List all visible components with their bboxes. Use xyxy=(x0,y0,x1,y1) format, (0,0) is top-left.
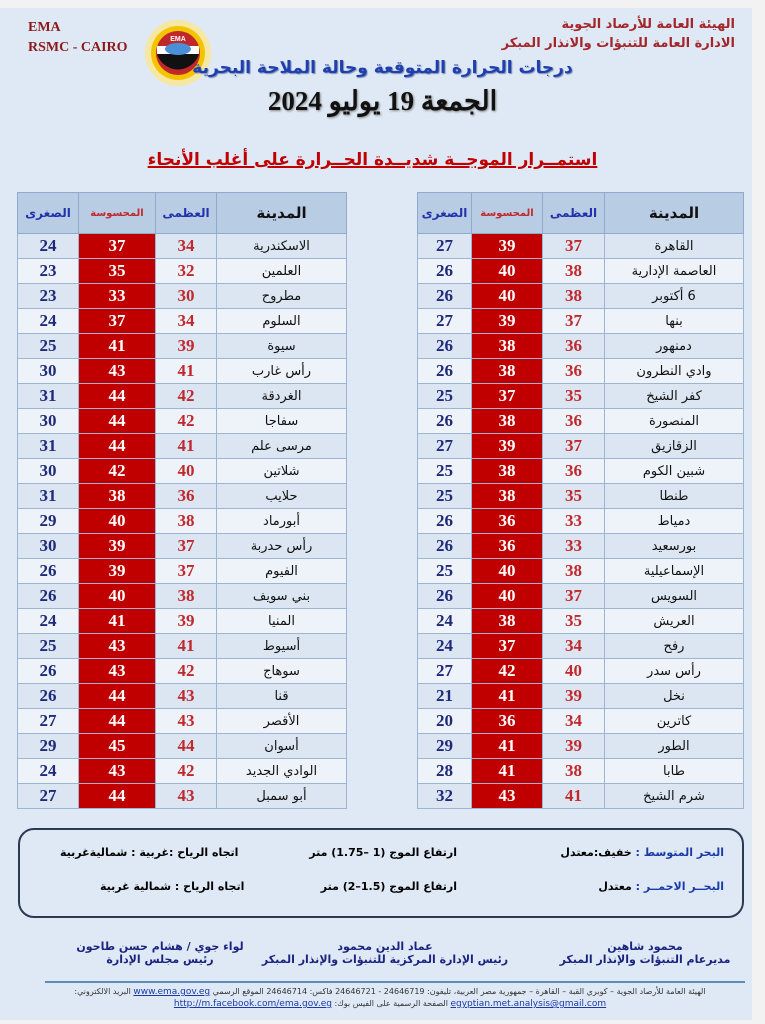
city-name: أسيوط xyxy=(217,634,347,659)
min-temp: 26 xyxy=(418,409,472,434)
city-name: حلايب xyxy=(217,484,347,509)
min-temp: 29 xyxy=(18,734,79,759)
min-temp: 24 xyxy=(18,759,79,784)
max-temp: 34 xyxy=(156,309,217,334)
min-temp: 23 xyxy=(18,284,79,309)
feels-temp: 38 xyxy=(472,459,543,484)
city-name: قنا xyxy=(217,684,347,709)
feels-temp: 39 xyxy=(472,309,543,334)
city-row xyxy=(18,609,347,634)
max-temp: 34 xyxy=(543,709,605,734)
feels-temp: 39 xyxy=(472,434,543,459)
max-temp: 40 xyxy=(543,659,605,684)
max-temp: 33 xyxy=(543,509,605,534)
min-temp: 26 xyxy=(418,284,472,309)
max-temp: 36 xyxy=(543,359,605,384)
feels-temp: 37 xyxy=(79,309,156,334)
city-row xyxy=(18,509,347,534)
max-temp: 33 xyxy=(543,534,605,559)
feels-temp: 43 xyxy=(79,359,156,384)
feels-temp: 38 xyxy=(79,484,156,509)
max-temp: 41 xyxy=(156,359,217,384)
footer-contact xyxy=(40,986,740,1010)
sea-conditions-box xyxy=(18,828,744,918)
max-temp: 34 xyxy=(156,234,217,259)
max-temp: 43 xyxy=(156,684,217,709)
max-temp: 39 xyxy=(543,684,605,709)
city-name: مرسى علم xyxy=(217,434,347,459)
city-name: نخل xyxy=(605,684,744,709)
feels-temp: 37 xyxy=(472,384,543,409)
min-temp: 27 xyxy=(418,309,472,334)
city-row xyxy=(418,584,744,609)
max-temp: 32 xyxy=(156,259,217,284)
feels-temp: 40 xyxy=(79,509,156,534)
signature-title: رئيس مجلس الإدارة xyxy=(106,953,214,966)
city-name: أسوان xyxy=(217,734,347,759)
min-temp: 26 xyxy=(418,334,472,359)
min-temp: 27 xyxy=(18,709,79,734)
city-row xyxy=(18,734,347,759)
facebook-link[interactable]: http://m.facebook.com/ema.gov.eg xyxy=(173,999,332,1009)
city-row xyxy=(418,459,744,484)
city-row xyxy=(18,309,347,334)
footer-divider xyxy=(45,981,745,983)
feels-temp: 38 xyxy=(472,484,543,509)
feels-temp: 39 xyxy=(79,559,156,584)
city-row xyxy=(418,659,744,684)
col-feels: المحسوسة xyxy=(472,193,543,234)
city-name: رأس غارب xyxy=(217,359,347,384)
red-sea-label-wrap xyxy=(598,880,724,893)
max-temp: 30 xyxy=(156,284,217,309)
city-name: رفح xyxy=(605,634,744,659)
min-temp: 25 xyxy=(418,559,472,584)
med-sea-wind: اتجاه الرياح :غربية : شماليةغربية xyxy=(60,846,239,859)
city-row xyxy=(18,584,347,609)
city-name: الطور xyxy=(605,734,744,759)
city-name: السويس xyxy=(605,584,744,609)
bulletin-date: الجمعة 19 يوليو 2024 xyxy=(267,86,498,116)
col-feels: المحسوسة xyxy=(79,193,156,234)
min-temp: 29 xyxy=(418,734,472,759)
temperature-table-right xyxy=(417,192,744,809)
max-temp: 36 xyxy=(543,459,605,484)
min-temp: 30 xyxy=(18,459,79,484)
city-name: وادي النطرون xyxy=(605,359,744,384)
city-name: المنيا xyxy=(217,609,347,634)
city-row xyxy=(18,284,347,309)
max-temp: 40 xyxy=(156,459,217,484)
max-temp: 36 xyxy=(543,409,605,434)
headline: استمــرار الموجــة شديــدة الحــرارة على أغلب الأنحاء xyxy=(147,150,598,170)
city-name: سفاجا xyxy=(217,409,347,434)
signature-3 xyxy=(70,940,250,966)
max-temp: 39 xyxy=(156,609,217,634)
col-min: الصغرى xyxy=(18,193,79,234)
city-row xyxy=(18,384,347,409)
col-max: العظمى xyxy=(156,193,217,234)
min-temp: 30 xyxy=(18,359,79,384)
max-temp: 36 xyxy=(156,484,217,509)
med-sea-label: البحر المتوسط : xyxy=(635,846,724,859)
max-temp: 39 xyxy=(156,334,217,359)
city-row xyxy=(418,509,744,534)
feels-temp: 44 xyxy=(79,684,156,709)
med-sea-label-wrap xyxy=(560,846,724,859)
city-name: كاترين xyxy=(605,709,744,734)
feels-temp: 33 xyxy=(79,284,156,309)
temperature-table-left xyxy=(17,192,347,809)
max-temp: 38 xyxy=(156,584,217,609)
feels-temp: 44 xyxy=(79,434,156,459)
max-temp: 37 xyxy=(543,584,605,609)
max-temp: 42 xyxy=(156,759,217,784)
min-temp: 25 xyxy=(18,334,79,359)
max-temp: 42 xyxy=(156,409,217,434)
city-row xyxy=(418,534,744,559)
min-temp: 31 xyxy=(18,434,79,459)
min-temp: 24 xyxy=(418,609,472,634)
city-row xyxy=(18,484,347,509)
city-row xyxy=(18,559,347,584)
signature-title: رئيس الإدارة المركزية للتنبؤات والإنذار المبكر xyxy=(261,953,509,966)
feels-temp: 41 xyxy=(79,609,156,634)
col-max: العظمى xyxy=(543,193,605,234)
city-name: سوهاج xyxy=(217,659,347,684)
min-temp: 25 xyxy=(418,484,472,509)
city-row xyxy=(418,684,744,709)
feels-temp: 43 xyxy=(79,634,156,659)
col-min: الصغرى xyxy=(418,193,472,234)
city-name: السلوم xyxy=(217,309,347,334)
city-name: دمياط xyxy=(605,509,744,534)
feels-temp: 40 xyxy=(472,559,543,584)
city-row xyxy=(418,634,744,659)
city-row xyxy=(418,309,744,334)
min-temp: 25 xyxy=(418,384,472,409)
max-temp: 35 xyxy=(543,484,605,509)
feels-temp: 39 xyxy=(79,534,156,559)
max-temp: 34 xyxy=(543,634,605,659)
max-temp: 38 xyxy=(156,509,217,534)
feels-temp: 41 xyxy=(79,334,156,359)
max-temp: 42 xyxy=(156,659,217,684)
city-row xyxy=(18,409,347,434)
min-temp: 25 xyxy=(18,634,79,659)
feels-temp: 40 xyxy=(472,284,543,309)
city-row xyxy=(18,334,347,359)
city-row xyxy=(18,784,347,809)
city-name: شرم الشيخ xyxy=(605,784,744,809)
signature-2 xyxy=(250,940,520,966)
max-temp: 35 xyxy=(543,384,605,409)
feels-temp: 42 xyxy=(472,659,543,684)
min-temp: 26 xyxy=(18,684,79,709)
city-row xyxy=(418,234,744,259)
min-temp: 28 xyxy=(418,759,472,784)
min-temp: 26 xyxy=(418,534,472,559)
max-temp: 41 xyxy=(156,434,217,459)
city-name: بني سويف xyxy=(217,584,347,609)
feels-temp: 44 xyxy=(79,384,156,409)
city-name: الزقازيق xyxy=(605,434,744,459)
city-name: 6 أكتوبر xyxy=(605,284,744,309)
city-row xyxy=(418,734,744,759)
city-row xyxy=(18,634,347,659)
max-temp: 37 xyxy=(156,534,217,559)
max-temp: 43 xyxy=(156,709,217,734)
city-name: الأقصر xyxy=(217,709,347,734)
red-sea-state: معتدل xyxy=(598,880,632,893)
feels-temp: 38 xyxy=(472,359,543,384)
feels-temp: 40 xyxy=(472,584,543,609)
bulletin-title: درجات الحرارة المتوقعة وحالة الملاحة البحرية xyxy=(192,58,573,78)
signature-name: محمود شاهين xyxy=(607,940,683,953)
red-sea-wind: اتجاه الرياح : شمالية غربية xyxy=(100,880,245,893)
city-row xyxy=(418,709,744,734)
min-temp: 27 xyxy=(418,234,472,259)
max-temp: 38 xyxy=(543,284,605,309)
feels-temp: 44 xyxy=(79,409,156,434)
min-temp: 24 xyxy=(18,234,79,259)
med-sea-state: خفيف:معتدل xyxy=(560,846,632,859)
feels-temp: 39 xyxy=(472,234,543,259)
city-row xyxy=(418,784,744,809)
city-row xyxy=(418,559,744,584)
min-temp: 26 xyxy=(18,559,79,584)
max-temp: 35 xyxy=(543,609,605,634)
city-name: شبين الكوم xyxy=(605,459,744,484)
city-name: بورسعيد xyxy=(605,534,744,559)
feels-temp: 38 xyxy=(472,334,543,359)
signature-name: لواء جوي / هشام حسن طاحون xyxy=(76,940,244,953)
min-temp: 30 xyxy=(18,534,79,559)
min-temp: 26 xyxy=(18,584,79,609)
city-name: رأس سدر xyxy=(605,659,744,684)
city-row xyxy=(18,709,347,734)
feels-temp: 41 xyxy=(472,759,543,784)
city-name: الوادي الجديد xyxy=(217,759,347,784)
max-temp: 37 xyxy=(543,234,605,259)
max-temp: 44 xyxy=(156,734,217,759)
city-name: شلاتين xyxy=(217,459,347,484)
max-temp: 37 xyxy=(543,309,605,334)
city-name: المنصورة xyxy=(605,409,744,434)
city-name: العريش xyxy=(605,609,744,634)
min-temp: 27 xyxy=(418,659,472,684)
city-row xyxy=(18,534,347,559)
min-temp: 26 xyxy=(418,359,472,384)
city-name: سيوة xyxy=(217,334,347,359)
max-temp: 36 xyxy=(543,334,605,359)
city-name: دمنهور xyxy=(605,334,744,359)
red-sea-waves: ارتفاع الموج (1.5–2) متر xyxy=(320,880,457,893)
feels-temp: 40 xyxy=(79,584,156,609)
feels-temp: 44 xyxy=(79,784,156,809)
signature-1 xyxy=(550,940,740,966)
city-name: طنطا xyxy=(605,484,744,509)
min-temp: 24 xyxy=(18,609,79,634)
min-temp: 26 xyxy=(418,259,472,284)
city-row xyxy=(418,284,744,309)
max-temp: 37 xyxy=(543,434,605,459)
city-name: الفيوم xyxy=(217,559,347,584)
city-row xyxy=(418,759,744,784)
feels-temp: 41 xyxy=(472,734,543,759)
city-name: القاهرة xyxy=(605,234,744,259)
feels-temp: 43 xyxy=(79,659,156,684)
min-temp: 23 xyxy=(18,259,79,284)
city-row xyxy=(418,434,744,459)
feels-temp: 43 xyxy=(472,784,543,809)
med-sea-waves: ارتفاع الموج (1 –1.75) متر xyxy=(309,846,457,859)
max-temp: 38 xyxy=(543,759,605,784)
feels-temp: 44 xyxy=(79,709,156,734)
city-row xyxy=(18,259,347,284)
signature-title: مديرعام التنبؤات والإنذار المبكر xyxy=(559,953,731,966)
city-row xyxy=(418,384,744,409)
city-name: أبو سمبل xyxy=(217,784,347,809)
city-name: رأس حدربة xyxy=(217,534,347,559)
min-temp: 24 xyxy=(18,309,79,334)
city-row xyxy=(418,334,744,359)
min-temp: 26 xyxy=(418,584,472,609)
city-row xyxy=(418,409,744,434)
min-temp: 21 xyxy=(418,684,472,709)
city-row xyxy=(18,234,347,259)
max-temp: 43 xyxy=(156,784,217,809)
feels-temp: 36 xyxy=(472,509,543,534)
min-temp: 31 xyxy=(18,484,79,509)
city-row xyxy=(418,259,744,284)
city-row xyxy=(18,684,347,709)
city-name: كفر الشيخ xyxy=(605,384,744,409)
email-label: البريد الالكتروني: xyxy=(74,987,131,996)
min-temp: 25 xyxy=(418,459,472,484)
max-temp: 41 xyxy=(156,634,217,659)
feels-temp: 41 xyxy=(472,684,543,709)
feels-temp: 37 xyxy=(472,634,543,659)
org-name: الهيئة العامة للأرصاد الجوية xyxy=(561,17,735,32)
city-row xyxy=(18,434,347,459)
footer-text: الهيئة العامة للأرصاد الجوية – كوبري القبة – القاهرة – جمهورية مصر العربية، تليفون: 24646719 - 24646721 فاكس: 24646714 الموقع الرسمي xyxy=(212,987,706,996)
min-temp: 27 xyxy=(18,784,79,809)
logo-text: EMA xyxy=(170,36,186,43)
city-row xyxy=(418,359,744,384)
red-sea-label: البحــر الاحمــر : xyxy=(635,880,724,893)
feels-temp: 43 xyxy=(79,759,156,784)
city-row xyxy=(418,609,744,634)
city-name: أبورماد xyxy=(217,509,347,534)
feels-temp: 37 xyxy=(79,234,156,259)
min-temp: 20 xyxy=(418,709,472,734)
min-temp: 31 xyxy=(18,384,79,409)
ema-label: EMA xyxy=(28,20,61,35)
city-name: الإسماعيلية xyxy=(605,559,744,584)
website-link[interactable]: www.ema.gov.eg xyxy=(133,987,211,997)
max-temp: 38 xyxy=(543,259,605,284)
city-name: مطروح xyxy=(217,284,347,309)
max-temp: 39 xyxy=(543,734,605,759)
city-row xyxy=(18,359,347,384)
min-temp: 30 xyxy=(18,409,79,434)
city-row xyxy=(18,459,347,484)
feels-temp: 36 xyxy=(472,709,543,734)
min-temp: 24 xyxy=(418,634,472,659)
max-temp: 37 xyxy=(156,559,217,584)
city-row xyxy=(18,759,347,784)
signature-name: عماد الدين محمود xyxy=(337,940,433,953)
city-name: العاصمة الإدارية xyxy=(605,259,744,284)
col-city: المدينة xyxy=(605,193,744,234)
max-temp: 41 xyxy=(543,784,605,809)
city-name: طابا xyxy=(605,759,744,784)
max-temp: 42 xyxy=(156,384,217,409)
min-temp: 27 xyxy=(418,434,472,459)
feels-temp: 38 xyxy=(472,609,543,634)
city-row xyxy=(418,484,744,509)
city-name: العلمين xyxy=(217,259,347,284)
feels-temp: 38 xyxy=(472,409,543,434)
feels-temp: 36 xyxy=(472,534,543,559)
min-temp: 26 xyxy=(418,509,472,534)
city-name: الاسكندرية xyxy=(217,234,347,259)
feels-temp: 45 xyxy=(79,734,156,759)
col-city: المدينة xyxy=(217,193,347,234)
feels-temp: 35 xyxy=(79,259,156,284)
city-name: الغردقة xyxy=(217,384,347,409)
city-name: بنها xyxy=(605,309,744,334)
max-temp: 38 xyxy=(543,559,605,584)
feels-temp: 42 xyxy=(79,459,156,484)
email-link[interactable]: egyptian.met.analysis@gmail.com xyxy=(450,999,607,1009)
min-temp: 29 xyxy=(18,509,79,534)
city-row xyxy=(18,659,347,684)
facebook-label: الصفحة الرسمية على الفيس بوك: xyxy=(334,999,448,1008)
feels-temp: 40 xyxy=(472,259,543,284)
rsmc-label: RSMC - CAIRO xyxy=(28,40,128,55)
org-department: الادارة العامة للتنبؤات والانذار المبكر xyxy=(501,36,735,51)
headline-wrap xyxy=(0,150,755,170)
min-temp: 32 xyxy=(418,784,472,809)
min-temp: 26 xyxy=(18,659,79,684)
